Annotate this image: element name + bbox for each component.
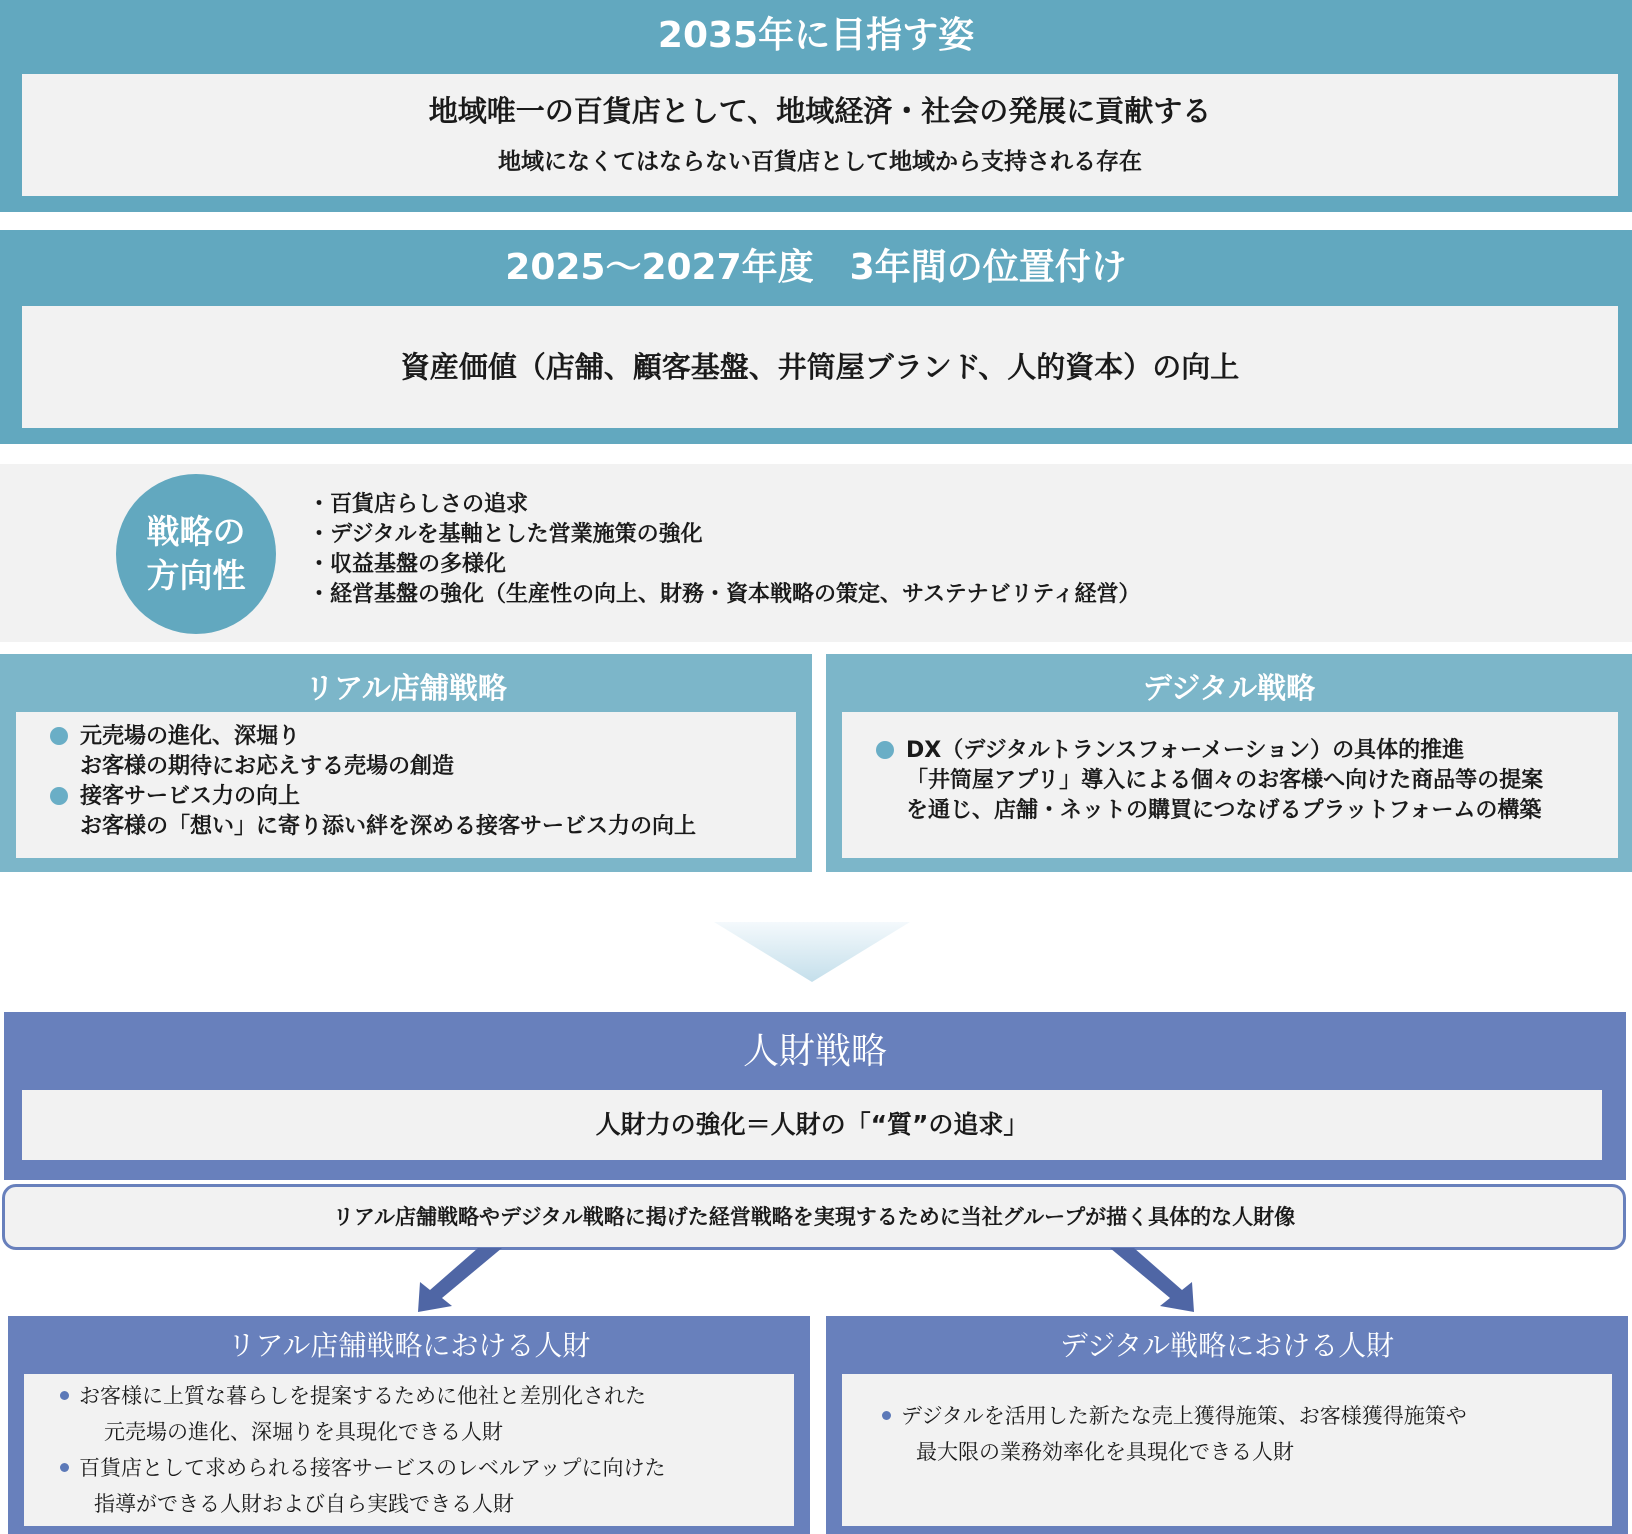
period-title: 2025～2027年度 3年間の位置付け [505, 247, 1127, 288]
arrow-down-right-icon [1110, 1248, 1194, 1312]
hr-section [4, 1012, 1626, 1180]
vision-title: 2035年に目指す姿 [657, 15, 975, 56]
bullet-icon [50, 787, 68, 805]
real-hr-item-cont: 指導ができる人財および自ら実践できる人財 [94, 1492, 514, 1516]
real-hr-item-text: お客様に上質な暮らしを提案するために他社と差別化された [79, 1384, 646, 1408]
digital-strategy-item-body: を通じ、店舗・ネットの購買につなげるプラットフォームの構築 [906, 798, 1542, 823]
digital-hr-title: デジタル戦略における人財 [1059, 1329, 1395, 1362]
vision-main: 地域唯一の百貨店として、地域経済・社会の発展に貢献する [428, 94, 1212, 128]
digital-hr-item-text: デジタルを活用した新たな売上獲得施策、お客様獲得施策や [901, 1404, 1467, 1428]
real-hr-item [60, 1450, 794, 1486]
real-hr-section [8, 1316, 810, 1534]
digital-hr-item-cont: 最大限の業務効率化を具現化できる人財 [916, 1440, 1294, 1464]
real-hr-panel [24, 1374, 794, 1526]
digital-strategy-item [876, 736, 1618, 766]
real-strategy-item [50, 782, 796, 812]
direction-item: ・デジタルを基軸とした営業施策の強化 [308, 522, 703, 547]
real-strategy-section [0, 654, 812, 872]
direction-badge-line2: 方向性 [146, 556, 246, 595]
real-hr-title: リアル店舗戦略における人財 [227, 1329, 591, 1362]
real-strategy-item-head: 元売場の進化、深堀り [80, 724, 301, 749]
real-hr-item-text: 百貨店として求められる接客サービスのレベルアップに向けた [79, 1456, 666, 1480]
direction-item: ・百貨店らしさの追求 [308, 492, 529, 517]
digital-strategy-panel [842, 712, 1618, 858]
digital-strategy-title: デジタル戦略 [1142, 671, 1316, 705]
direction-badge-line1: 戦略の [146, 512, 246, 551]
digital-hr-section [826, 1316, 1628, 1534]
direction-section [0, 464, 1632, 642]
real-strategy-item-body: お客様の「想い」に寄り添い絆を深める接客サービス力の向上 [80, 814, 697, 839]
real-strategy-panel [16, 712, 796, 858]
period-panel [22, 306, 1618, 428]
hr-bridge-box [2, 1184, 1626, 1250]
digital-strategy-section [826, 654, 1632, 872]
bullet-icon [876, 741, 894, 759]
real-strategy-item-body: お客様の期待にお応えする売場の創造 [80, 754, 455, 779]
bullet-icon [60, 1463, 69, 1472]
digital-strategy-item-head: DX（デジタルトランスフォーメーション）の具体的推進 [906, 738, 1465, 763]
vision-panel [22, 74, 1618, 196]
real-hr-item-cont: 元売場の進化、深堀りを具現化できる人財 [104, 1420, 503, 1444]
direction-list [308, 490, 1608, 610]
real-strategy-item-head: 接客サービス力の向上 [80, 784, 301, 809]
hr-panel [22, 1090, 1602, 1160]
direction-item: ・経営基盤の強化（生産性の向上、財務・資本戦略の策定、サステナビリティ経営） [308, 582, 1141, 607]
direction-badge [116, 474, 276, 634]
digital-hr-panel [842, 1374, 1612, 1526]
period-body: 資産価値（店舗、顧客基盤、井筒屋ブランド、人的資本）の向上 [400, 350, 1240, 384]
chevron-down-icon [714, 922, 910, 982]
bullet-icon [50, 727, 68, 745]
bullet-icon [882, 1411, 891, 1420]
direction-item: ・収益基盤の多様化 [308, 552, 507, 577]
real-strategy-title: リアル店舗戦略 [305, 671, 507, 705]
digital-hr-item [882, 1398, 1612, 1434]
digital-strategy-item-body: 「井筒屋アプリ」導入による個々のお客様へ向けた商品等の提案 [906, 768, 1544, 793]
vision-sub: 地域になくてはならない百貨店として地域から支持される存在 [498, 149, 1142, 175]
real-hr-item [60, 1378, 794, 1414]
vision-section [0, 0, 1632, 212]
bullet-icon [60, 1391, 69, 1400]
arrow-down-left-icon [418, 1248, 502, 1312]
hr-body: 人財力の強化＝人財の「“質”の追求」 [595, 1110, 1029, 1139]
hr-title: 人財戦略 [742, 1031, 887, 1072]
hr-bridge-text: リアル店舗戦略やデジタル戦略に掲げた経営戦略を実現するために当社グループが描く具体的な人財像 [332, 1205, 1296, 1229]
period-section [0, 230, 1632, 444]
real-strategy-item [50, 722, 796, 752]
